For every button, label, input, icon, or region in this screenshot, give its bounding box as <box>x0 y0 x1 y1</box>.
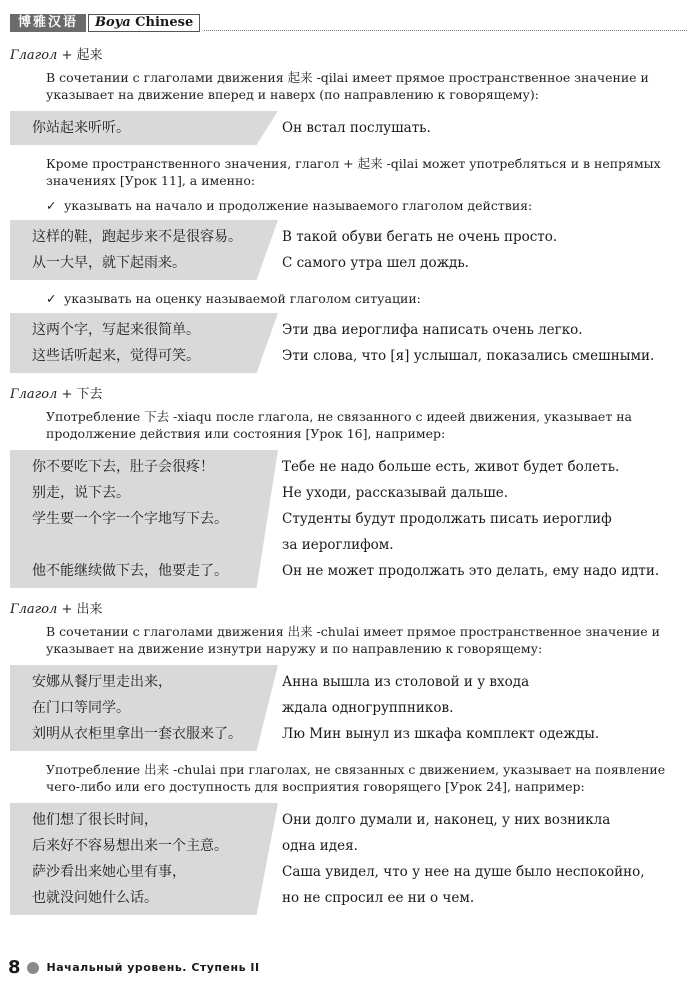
footer-dot-icon <box>27 962 39 974</box>
example-russian-line: Саша увидел, что у нее на душе было неспокойно, <box>282 864 645 880</box>
example-chinese-line: 这两个字，写起来很简单。 <box>32 322 200 338</box>
section-title-rest: + 下去 <box>57 387 103 402</box>
example-russian-line: Тебе не надо больше есть, живот будет болеть. <box>282 459 620 475</box>
example-block <box>10 111 687 145</box>
example-chinese-line: 他不能继续做下去，他要走了。 <box>32 563 228 579</box>
example-chinese-column <box>10 803 282 915</box>
example-chinese-column <box>10 665 282 751</box>
example-chinese-line: 从一大早，就下起雨来。 <box>32 255 186 271</box>
example-block <box>10 220 687 280</box>
example-russian-column <box>282 313 687 373</box>
example-russian-line: Анна вышла из столовой и у входа <box>282 674 530 690</box>
example-russian-line: Эти два иероглифа написать очень легко. <box>282 322 583 338</box>
example-russian-column <box>282 803 687 915</box>
section-title-italic: Глагол <box>10 387 58 402</box>
example-chinese-line: 别走，说下去。 <box>32 485 130 501</box>
example-russian-line: С самого утра шел дождь. <box>282 255 469 271</box>
check-item <box>46 290 687 307</box>
example-chinese-line: 这些话听起来，觉得可笑。 <box>32 348 200 364</box>
example-russian-line: Студенты будут продолжать писать иероглиф <box>282 511 612 527</box>
example-chinese-line: 刘明从衣柜里拿出一套衣服来了。 <box>32 726 242 742</box>
example-chinese-line: 在门口等同学。 <box>32 700 130 716</box>
example-chinese-column <box>10 450 282 588</box>
section-title-italic: Глагол <box>10 48 58 63</box>
check-item <box>46 197 687 214</box>
example-chinese-line: 萨沙看出来她心里有事， <box>32 864 186 880</box>
example-chinese-line: 你不要吃下去，肚子会很疼！ <box>32 459 214 475</box>
example-block <box>10 665 687 751</box>
example-chinese-line: 学生要一个字一个字地写下去。 <box>32 511 228 527</box>
example-block <box>10 803 687 915</box>
section-title-italic: Глагол <box>10 602 58 617</box>
example-russian-column <box>282 220 687 280</box>
header-title-en-italic: Boya <box>95 15 131 30</box>
check-item-text: указывать на оценку называемой глаголом ситуации: <box>64 291 421 306</box>
section-title <box>10 598 687 617</box>
header-title-en <box>88 14 200 32</box>
example-chinese-line: 安娜从餐厅里走出来， <box>32 674 172 690</box>
example-russian-column <box>282 665 687 751</box>
example-russian-line: В такой обуви бегать не очень просто. <box>282 229 558 245</box>
example-russian-line: Он встал послушать. <box>282 120 431 136</box>
header-dotted-rule <box>204 16 687 31</box>
section-title-rest: + 出来 <box>57 602 103 617</box>
example-chinese-line <box>32 532 282 558</box>
header-title-zh: 博雅汉语 <box>10 14 86 32</box>
example-russian-line: Эти слова, что [я] услышал, показались смешными. <box>282 348 655 364</box>
example-chinese-column <box>10 111 282 145</box>
example-russian-line: Они долго думали и, наконец, у них возникла <box>282 812 611 828</box>
example-russian-line: но не спросил ее ни о чем. <box>282 890 475 906</box>
example-chinese-column <box>10 220 282 280</box>
page-content <box>10 44 687 925</box>
example-block <box>10 313 687 373</box>
example-chinese-line: 后来好不容易想出来一个主意。 <box>32 838 228 854</box>
checkmark-icon: ✓ <box>46 291 57 306</box>
header-title-en-rest: Chinese <box>130 15 194 30</box>
example-russian-line: ждала одногруппников. <box>282 700 454 716</box>
explanation-paragraph: В сочетании с глаголами движения 起来 -qilai имеет прямое пространственное значение и указывает на движение вперед и наверх (по направлению к говорящему): <box>46 70 649 102</box>
example-russian-line: за иероглифом. <box>282 537 394 553</box>
example-russian-column <box>282 450 687 588</box>
page-header <box>10 14 687 32</box>
explanation-paragraph: Употребление 出来 -chulai при глаголах, не связанных с движением, указывает на появление чего-либо или его доступность для восприятия говорящего [Урок 24], например: <box>46 762 666 794</box>
example-russian-line: одна идея. <box>282 838 358 854</box>
example-russian-column <box>282 111 687 145</box>
example-chinese-line: 也就没问她什么话。 <box>32 890 158 906</box>
page-footer <box>8 957 260 978</box>
example-chinese-line: 他们想了很长时间， <box>32 812 158 828</box>
checkmark-icon: ✓ <box>46 198 57 213</box>
example-russian-line: Не уходи, рассказывай дальше. <box>282 485 509 501</box>
example-chinese-line: 这样的鞋，跑起步来不是很容易。 <box>32 229 242 245</box>
explanation-paragraph: В сочетании с глаголами движения 出来 -chulai имеет прямое пространственное значение и указывает на движение изнутри наружу и по направлению к говорящему: <box>46 624 660 656</box>
section-title <box>10 383 687 402</box>
example-chinese-line: 你站起来听听。 <box>32 120 130 136</box>
section-title <box>10 44 687 63</box>
example-block <box>10 450 687 588</box>
example-russian-line: Лю Мин вынул из шкафа комплект одежды. <box>282 726 600 742</box>
footer-level-text: Начальный уровень. Ступень II <box>46 961 260 974</box>
section-title-rest: + 起来 <box>57 48 103 63</box>
check-item-text: указывать на начало и продолжение называемого глаголом действия: <box>64 198 533 213</box>
explanation-paragraph: Употребление 下去 -xiaqu после глагола, не связанного с идеей движения, указывает на продолжение действия или состояния [Урок 16], например: <box>46 409 632 441</box>
explanation-paragraph: Кроме пространственного значения, глагол + 起来 -qilai может употребляться и в непрямых значениях [Урок 11], а именно: <box>46 156 661 188</box>
page-number: 8 <box>8 957 21 978</box>
example-russian-line: Он не может продолжать это делать, ему надо идти. <box>282 563 660 579</box>
example-chinese-column <box>10 313 282 373</box>
